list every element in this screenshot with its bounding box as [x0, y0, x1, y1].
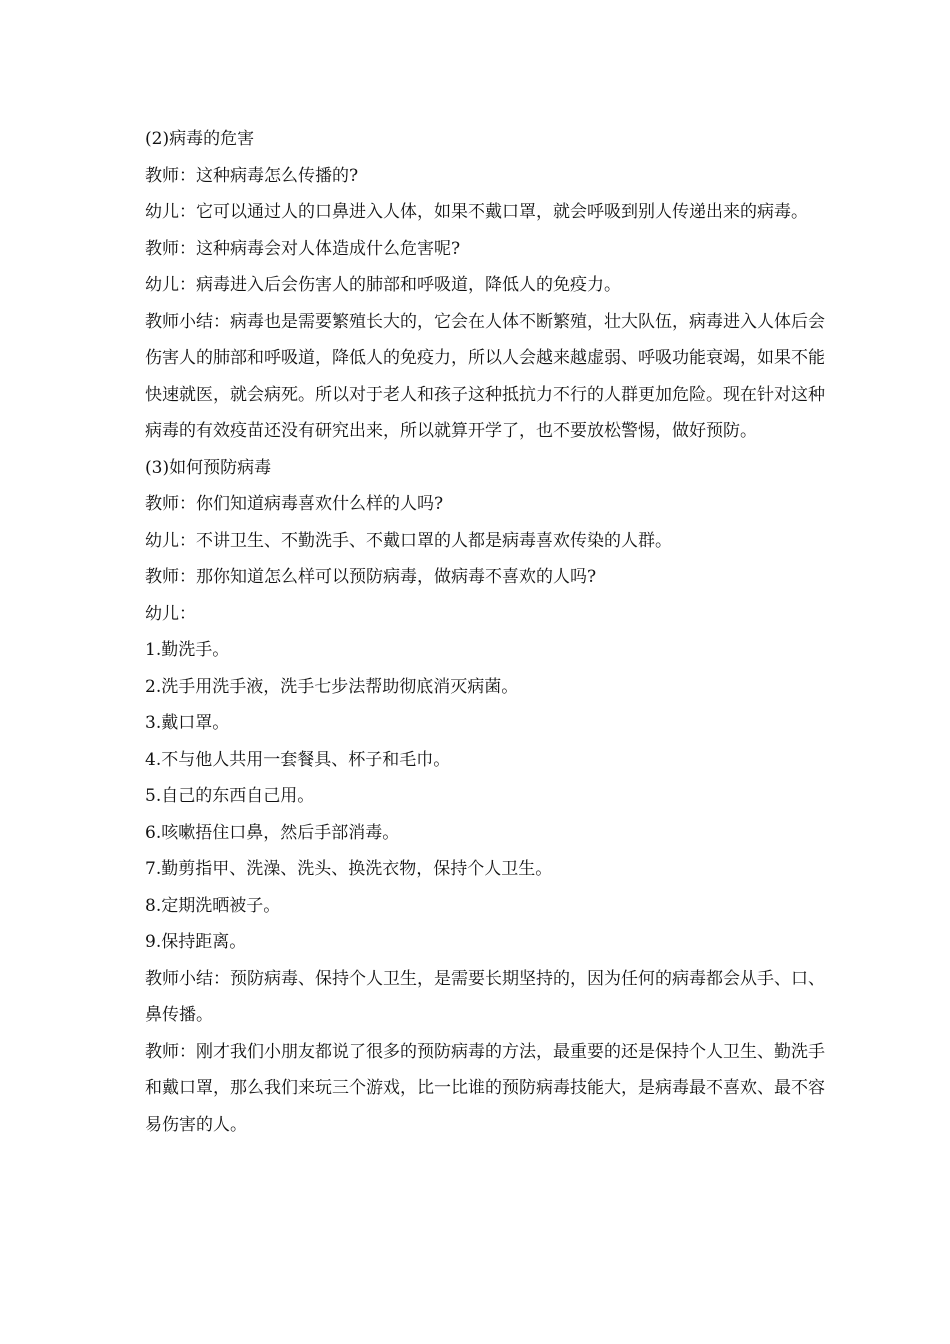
dialogue-child-label: 幼儿： — [145, 603, 196, 624]
list-item: 7.勤剪指甲、洗澡、洗头、换洗衣物，保持个人卫生。 — [145, 859, 553, 879]
list-item: 9.保持距离。 — [145, 932, 247, 952]
list-item: 6.咳嗽捂住口鼻，然后手部消毒。 — [145, 822, 400, 843]
teacher-summary: 教师小结：病毒也是需要繁殖长大的，它会在人体不断繁殖，壮大队伍，病毒进入人体后会伤害人的肺部和呼吸道，降低人的免疫力，所以人会越来越虚弱、呼吸功能衰竭，如果不能快速就医，就会病死。所以对于老人和孩子这种抵抗力不行的人群更加危险。现在针对这种病毒的有效疫苗还没有研究出来，所以就算开学了，也不要放松警惕，做好预防。 — [145, 311, 825, 441]
list-item: 3.戴口罩。 — [145, 713, 230, 733]
list-item: 2.洗手用洗手液，洗手七步法帮助彻底消灭病菌。 — [145, 676, 519, 697]
dialogue-teacher-closing: 教师：刚才我们小朋友都说了很多的预防病毒的方法，最重要的还是保持个人卫生、勤洗手和戴口罩，那么我们来玩三个游戏，比一比谁的预防病毒技能大，是病毒最不喜欢、最不容易伤害的人。 — [145, 1041, 825, 1135]
dialogue-child-answer: 幼儿：病毒进入后会伤害人的肺部和呼吸道，降低人的免疫力。 — [145, 275, 621, 295]
teacher-summary: 教师小结：预防病毒、保持个人卫生，是需要长期坚持的，因为任何的病毒都会从手、口、鼻传播。 — [145, 968, 825, 1025]
dialogue-child-answer: 幼儿：不讲卫生、不勤洗手、不戴口罩的人都是病毒喜欢传染的人群。 — [145, 530, 672, 551]
list-item: 1.勤洗手。 — [145, 640, 230, 660]
list-item: 4.不与他人共用一套餐具、杯子和毛巾。 — [145, 749, 451, 770]
dialogue-teacher-question: 教师：这种病毒怎么传播的? — [145, 165, 359, 186]
section-heading-prevention: (3)如何预防病毒 — [145, 457, 272, 478]
section-heading-virus-harm: (2)病毒的危害 — [145, 129, 255, 149]
document-body — [145, 121, 825, 1143]
dialogue-teacher-question: 教师：你们知道病毒喜欢什么样的人吗? — [145, 494, 444, 514]
list-item: 5.自己的东西自己用。 — [145, 786, 315, 806]
list-item: 8.定期洗晒被子。 — [145, 895, 281, 916]
dialogue-teacher-question: 教师：那你知道怎么样可以预防病毒，做病毒不喜欢的人吗? — [145, 567, 597, 587]
dialogue-child-answer: 幼儿：它可以通过人的口鼻进入人体，如果不戴口罩，就会呼吸到别人传递出来的病毒。 — [145, 202, 808, 222]
dialogue-teacher-question: 教师：这种病毒会对人体造成什么危害呢? — [145, 238, 461, 259]
